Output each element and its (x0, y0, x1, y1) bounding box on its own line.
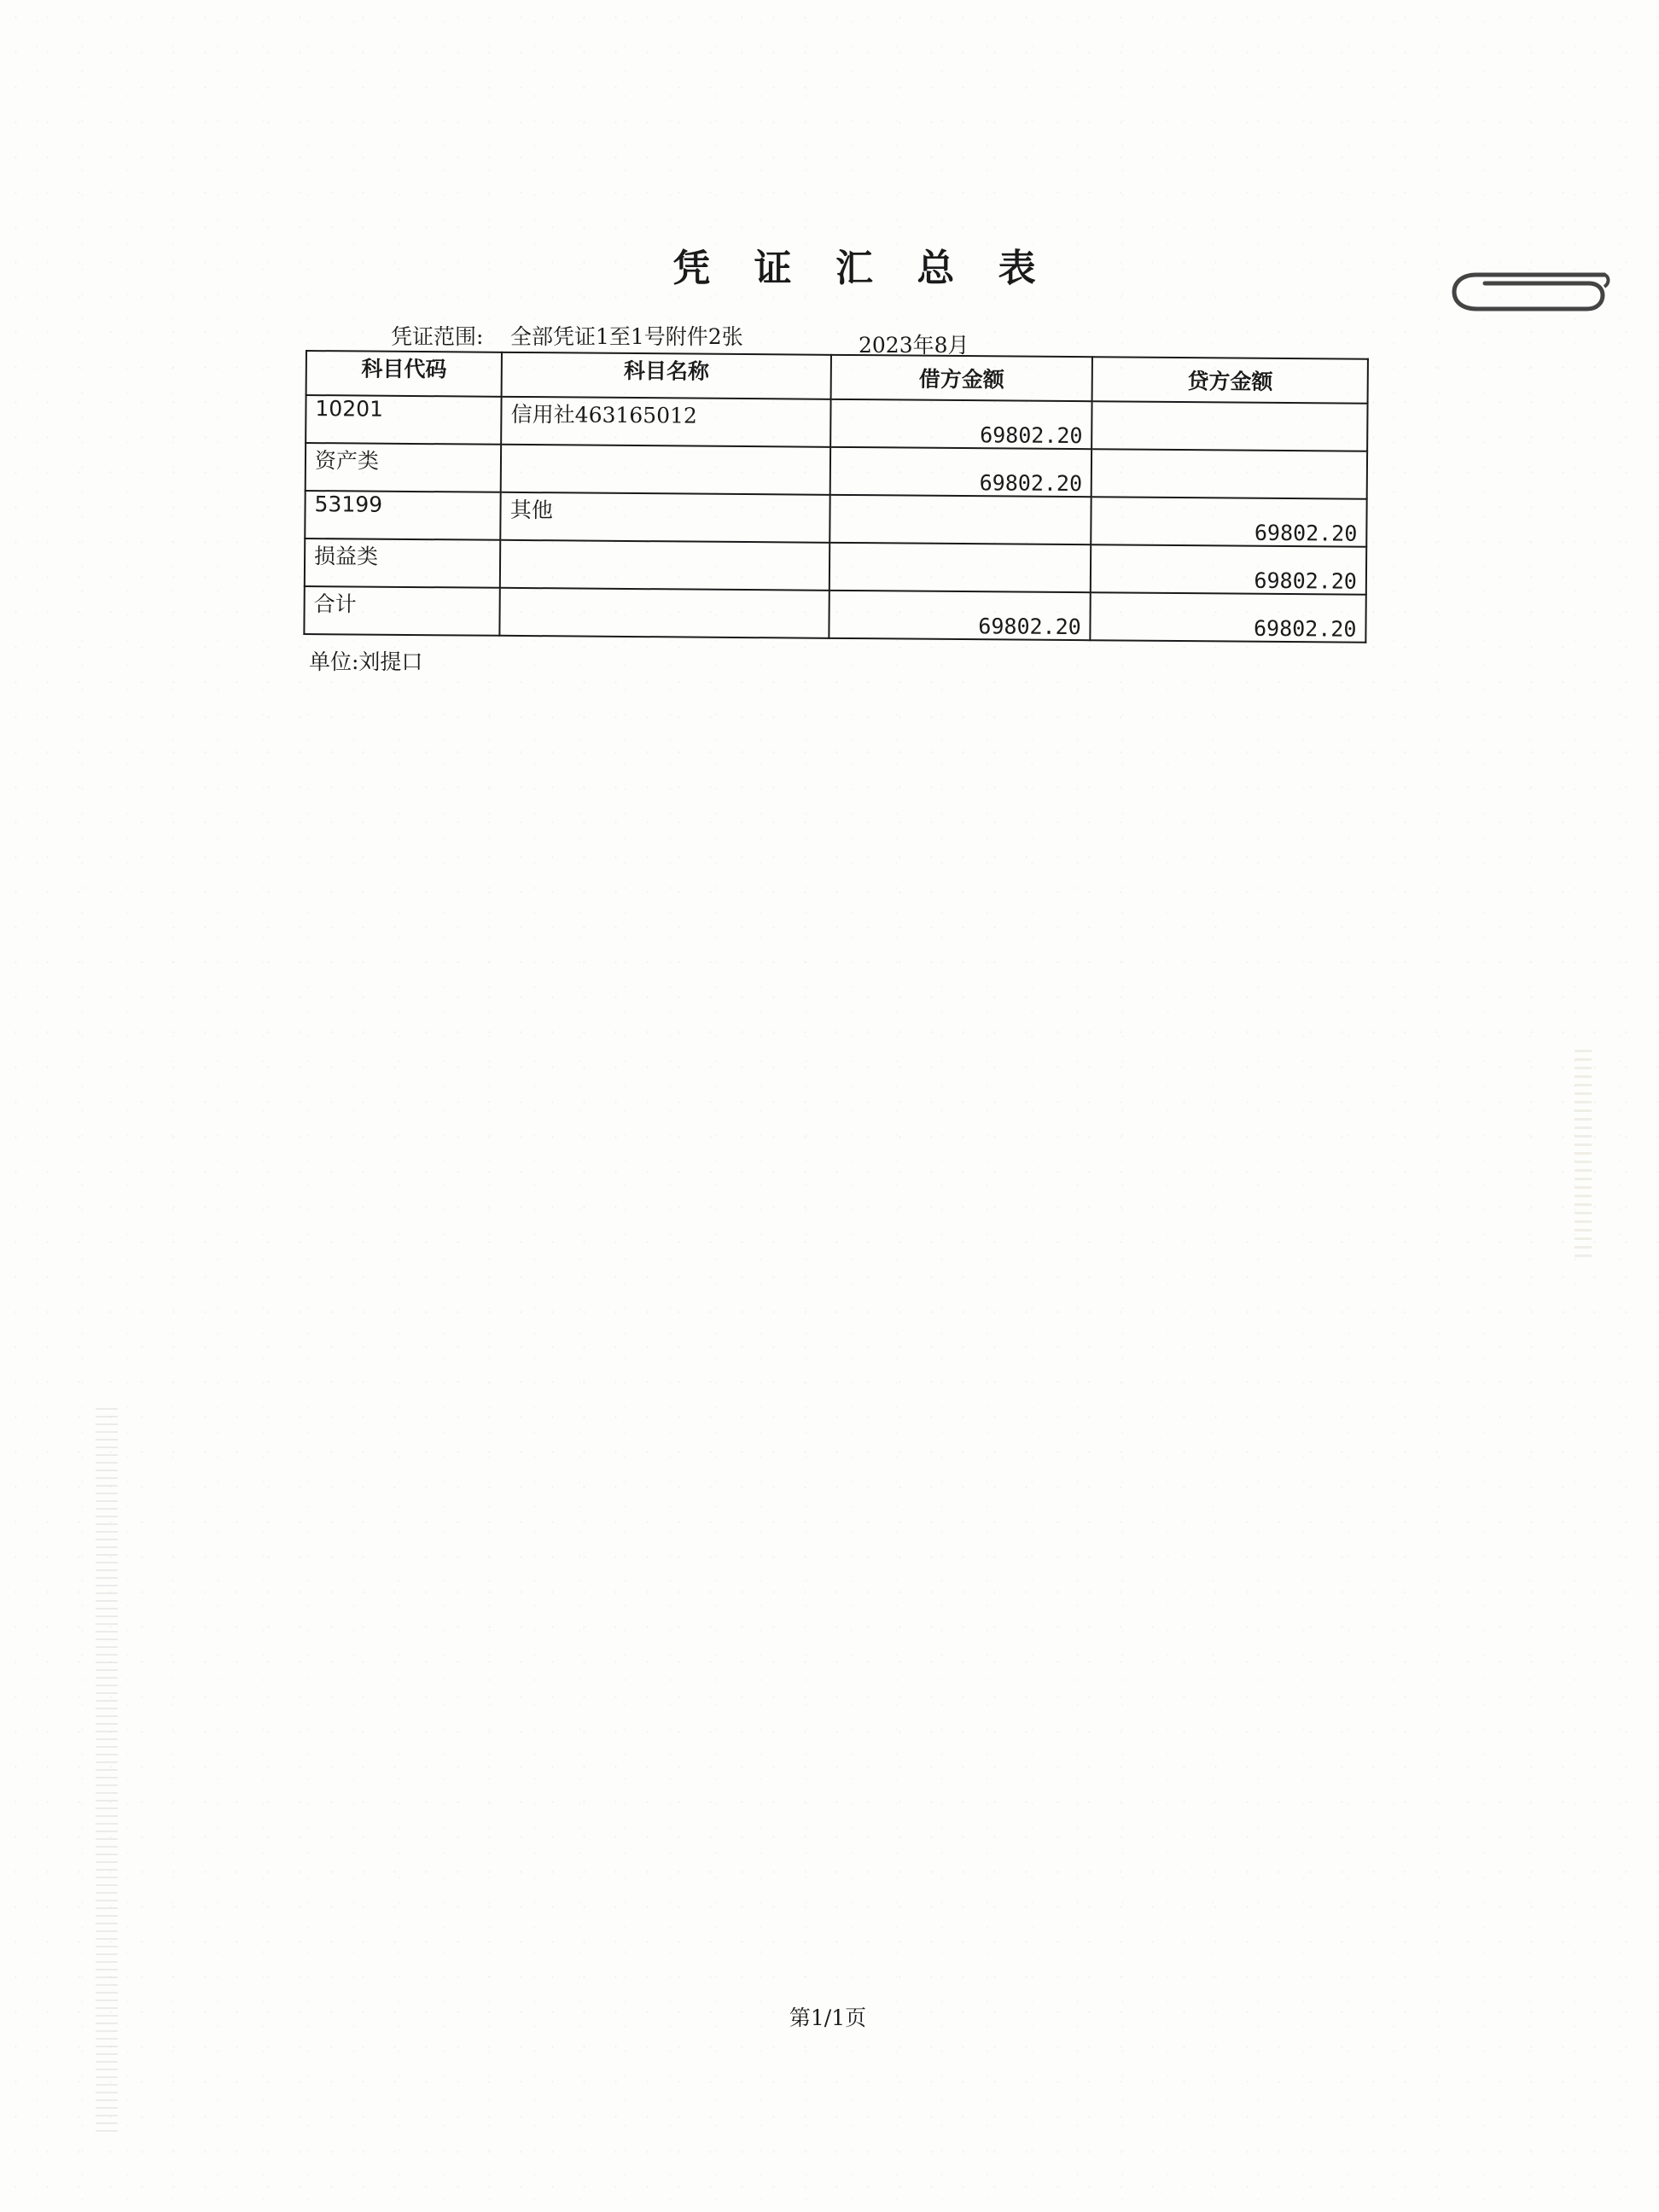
table-row (305, 491, 1366, 547)
debit-amount-cell: 69802.20 (830, 399, 1092, 449)
range-value: 全部凭证1至1号附件2张 (510, 324, 743, 349)
table-row (306, 443, 1367, 499)
debit-amount-cell (830, 543, 1091, 592)
document-title: 凭 证 汇 总 表 (672, 247, 1051, 290)
table-total-row (304, 586, 1365, 643)
credit-amount-cell (1091, 449, 1367, 499)
account-code-cell: 53199 (305, 491, 501, 540)
paper-clip-icon (1442, 265, 1613, 316)
credit-total-cell: 69802.20 (1091, 592, 1366, 643)
debit-amount-cell (830, 495, 1091, 544)
account-name-cell: 信用社463165012 (501, 397, 830, 447)
table-row (305, 538, 1366, 595)
debit-total-cell: 69802.20 (829, 591, 1091, 640)
header-account-name: 科目名称 (502, 352, 831, 399)
account-name-cell (500, 540, 830, 591)
credit-amount-cell: 69802.20 (1091, 544, 1366, 595)
debit-amount-cell: 69802.20 (830, 447, 1092, 497)
page-number: 第1/1页 (789, 2005, 867, 2030)
range-label: 凭证范围: (391, 324, 484, 349)
account-code-cell: 10201 (306, 395, 502, 445)
account-code-cell: 资产类 (306, 443, 502, 492)
account-code-cell: 损益类 (305, 538, 501, 588)
table-row (306, 395, 1367, 451)
account-code-cell: 合计 (304, 586, 500, 636)
period-label: 2023年8月 (859, 333, 969, 358)
summary-table (303, 350, 1369, 643)
account-name-cell (500, 588, 830, 638)
header-account-code: 科目代码 (306, 351, 503, 397)
credit-amount-cell (1091, 401, 1367, 451)
voucher-range-line (391, 320, 1159, 358)
credit-amount-cell: 69802.20 (1091, 497, 1367, 547)
header-credit-amount: 贷方金额 (1092, 357, 1368, 404)
header-debit-amount: 借方金额 (830, 355, 1092, 401)
unit-label: 单位:刘提口 (309, 649, 423, 674)
account-name-cell: 其他 (501, 492, 830, 543)
account-name-cell (501, 445, 830, 495)
